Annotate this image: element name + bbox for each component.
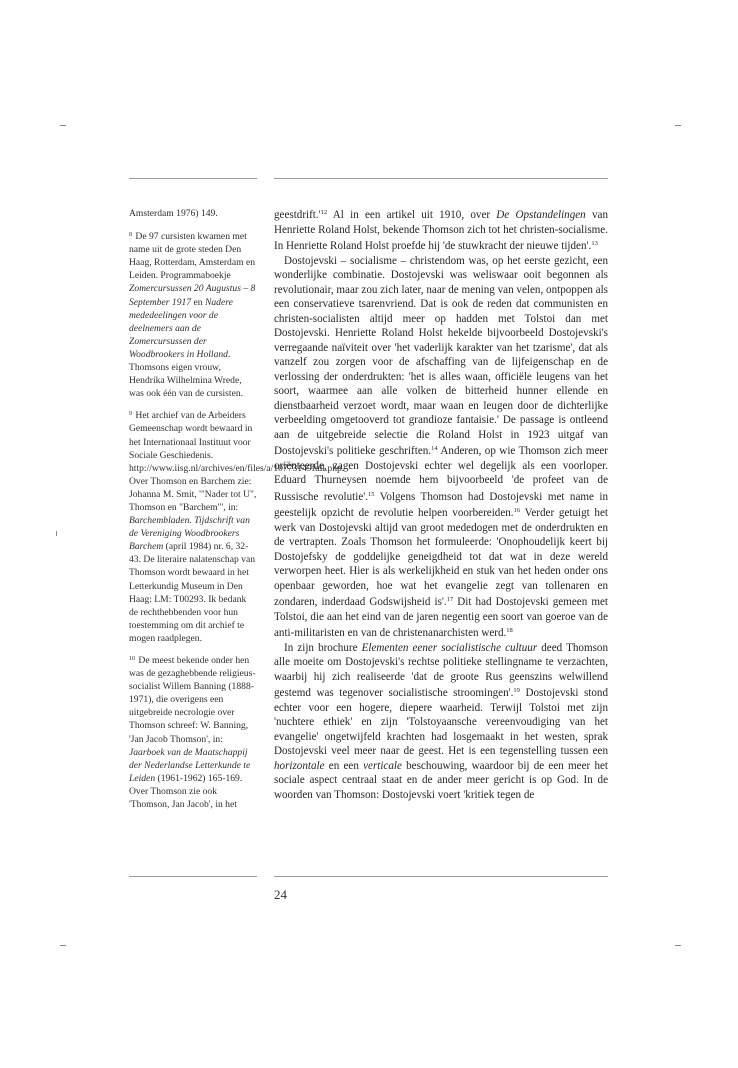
- footnote-ref: 16: [513, 507, 521, 514]
- footnote-7-tail: Amsterdam 1976) 149.: [129, 208, 218, 219]
- footnote-ref: 15: [368, 490, 375, 498]
- footnote-ref: 18: [506, 627, 513, 634]
- crop-mark-top-right: [675, 125, 681, 126]
- footnote-ref: 19: [513, 687, 520, 694]
- paragraph-1: $geestdrift.'^{12}$ Al in een artikel uit 1910, over De Opstandelingen van Henriette Roland Holst, bekende Thomson zich tot het christen-socialisme. In Henriette Roland Holst proefde hij 'de stuwkracht der nieuwe tijden'.$^{13}$: [274, 209, 608, 252]
- footnote-9: $^9$ Het archief van de Arbeiders Gemeenschap wordt bewaard in het Internationaal Instituut voor Sociale Geschiedenis. http://www.iisg.nl/archives/en/files/a/10773149full.php. Over Thomson en Barchem zie: Johanna M. Smit, '"Nader tot U", Thomson en "Barchem"', in: Barchembladen. Tijdschrift van de Vereniging Woodbrookers Barchem (april 1984) nr. 6, 32-43. De literaire nalatenschap van Thomson wordt bewaard in het Letterkundig Museum in Den Haag: LM: T00293. Ik bedank de rechthebbenden voor hun toestemming om dit archief te mogen raadplegen.: [129, 410, 345, 644]
- bottom-rule-main: [274, 876, 608, 877]
- top-rule-notes: [129, 178, 257, 179]
- footnote-10: $^{10}$ De meest bekende onder hen was de gezaghebbende religieus-socialist Willem Banning (1888-1971), die overigens een uitgebreide necrologie over Thomson schreef: W. Banning, 'Jan Jacob Thomson', in: Jaarboek van de Maatschappij der Nederlandse Letterkunde te Leiden (1961-1962) 165-169. Over Thomson zie ook 'Thomson, Jan Jacob', in het: [129, 655, 256, 811]
- footnote-ref: 17: [446, 596, 454, 603]
- footnote-number: 8: [129, 232, 132, 239]
- bottom-rule-notes: [129, 876, 257, 877]
- crop-mark-bottom-right: [675, 945, 681, 946]
- registration-mark-left: [56, 531, 60, 536]
- footnote-ref: 12: [320, 209, 328, 216]
- main-text-column: [274, 206, 608, 802]
- paragraph-3: In zijn brochure Elementen eener socialistische cultuur deed Thomson alle moeite om Dostojevski's rechtse politieke stellingname te verzachten, waarbij hij zich realiseerde 'dat de groote Rus geenszins welwillend gestemd was tegenover socialistische stroomingen'.$^{19}$ Dostojevski stond echter voor een hogere, diepere waarheid. Terwijl Tolstoi met zijn 'nuchtere ethiek' en zijn 'Tolstoyaansche vereenvoudiging van het evangelie' ongetwijfeld krachten had losgemaakt in het westen, sprak Dostojevski veel meer naar de geest. Het is een tegenstelling tussen een horizontale en een verticale beschouwing, waardoor bij de een meer het sociale aspect centraal staat en de ander meer gericht is op God. In de woorden van Thomson: Dostojevski voert 'kritiek tegen de: [274, 641, 608, 801]
- footnote-number: 9: [129, 411, 132, 418]
- crop-mark-bottom-left: [60, 945, 66, 946]
- footnote-number: 10: [129, 656, 135, 662]
- paragraph-2: Dostojevski – socialisme – christendom was, op het eerste gezicht, een wonderlijke combinatie. Dostojevski was weliswaar ooit begonnen als revolutionair, maar zou zich later, naar de mening van velen, ontpoppen als een conservatieve tsarenvriend. Dat is ook de reden dat communisten en christen-socialisten altijd meer op hadden met Tolstoi dan met Dostojevski. Henriette Roland Holst hekelde bijvoorbeeld Dostojevski's verregaande naïviteit over 'het vaderlijk karakter van het tzarisme', dat als vanzelf zou zorgen voor de afschaffing van de lijfeigenschap en de verlossing der onderdrukten: 'het is alles waan, officiële leugens van het soort, waarmee aan alle volken de bitterheid hunner ellende en dienstbaarheid verzoet wordt, maar waan en leugen door de dichterlijke verbeelding omgetooverd tot grandioze fantaisie.' De passage is ontleend aan de uitgebreide selectie die Roland Holst in 1923 uitgaf van Dostojevski's politieke geschriften.$^{14}$ Anderen, op wie Thomson zich meer oriënteerde, zagen Dostojevski echter wel degelijk als een voorloper. Eduard Thurneysen noemde hem bijvoorbeeld 'de profeet van de Russische revolutie'.$^{15}$ Volgens Thomson had Dostojevski met name in geestelijk opzicht de revolutie helpen voorbereiden.$^{16}$ Verder getuigt het werk van Dostojevski altijd van groot mededogen met de onderdrukten en de vertrapten. Zoals Thomson het formuleerde: 'Onophoudelijk keert bij Dostojefsky de goddelijke geneigdheid tot dat wat in deze wereld verworpen heet. Hier is als werkelijkheid en stuk van het heden onder ons openbaar geworden, hoe wat het evangelie zegt van tollenaren en zondaren, inderdaad Godswijsheid is'.$^{17}$ Dit had Dostojevski gemeen met Tolstoi, die aan het eind van de jaren negentig een soort van goeroe van de anti-militaristen en van de christenanarchisten werd.$^{18}$: [274, 254, 608, 639]
- crop-mark-top-left: [60, 125, 66, 126]
- footnote-8: $^8$ De 97 cursisten kwamen met name uit de grote steden Den Haag, Rotterdam, Amsterdam en Leiden. Programmaboekje Zomercursussen 20 Augustus – 8 September 1917 en Nadere mededeelingen voor de deelnemers aan de Zomercursussen der Woodbrookers in Holland. Thomsons eigen vrouw, Hendrika Wilhelmina Wrede, was ook één van de cursisten.: [129, 231, 256, 400]
- footnote-ref: 13: [591, 240, 598, 247]
- top-rule-main: [274, 178, 608, 179]
- footnote-ref: 14: [431, 445, 438, 452]
- page-number: 24: [274, 887, 287, 902]
